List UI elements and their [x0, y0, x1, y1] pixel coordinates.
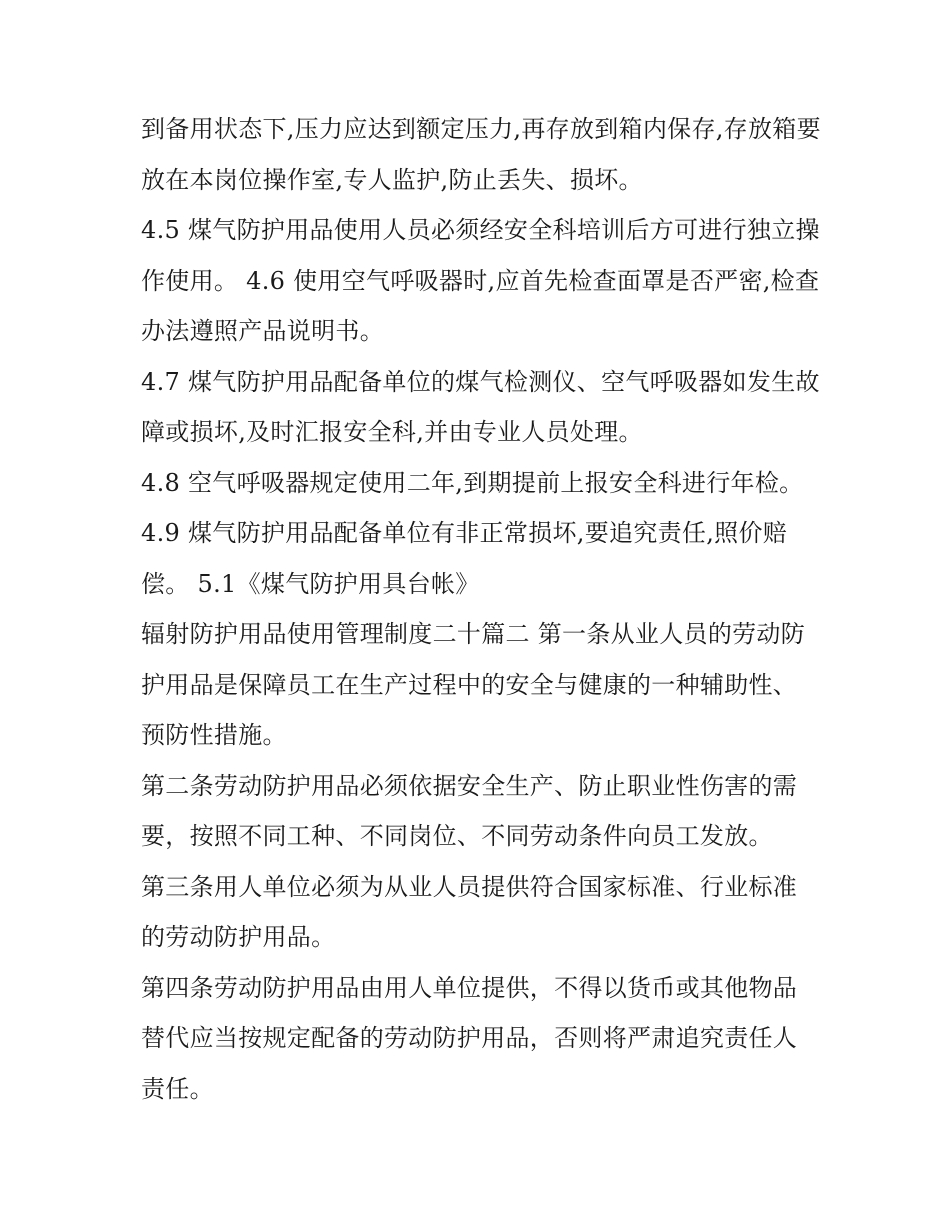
paragraph-continuation: 到备用状态下,压力应达到额定压力,再存放到箱内保存,存放箱要放在本岗位操作室,专人监护,防止丢失、损坏。 [141, 115, 821, 194]
paragraph-article-2: 第二条劳动防护用品必须依据安全生产、防止职业性伤害的需要，按照不同工种、不同岗位、不同劳动条件向员工发放。 [141, 771, 798, 850]
document-body [141, 104, 821, 1114]
paragraph-article-1: 辐射防护用品使用管理制度二十篇二 第一条从业人员的劳动防护用品是保障员工在生产过程中的安全与健康的一种辅助性、预防性措施。 [141, 620, 806, 749]
paragraph-4-8: 4.8 空气呼吸器规定使用二年,到期提前上报安全科进行年检。 [141, 468, 804, 497]
paragraph-article-3: 第三条用人单位必须为从业人员提供符合国家标准、行业标准的劳动防护用品。 [141, 872, 798, 951]
paragraph-4-7: 4.7 煤气防护用品配备单位的煤气检测仪、空气呼吸器如发生故障或损坏,及时汇报安全科,并由专业人员处理。 [141, 367, 820, 446]
paragraph-4-5: 4.5 煤气防护用品使用人员必须经安全科培训后方可进行独立操作使用。 4.6 使用空气呼吸器时,应首先检查面罩是否严密,检查办法遵照产品说明书。 [141, 216, 820, 345]
paragraph-article-4: 第四条劳动防护用品由用人单位提供，不得以货币或其他物品替代应当按规定配备的劳动防护用品，否则将严肃追究责任人责任。 [141, 973, 798, 1103]
paragraph-4-9: 4.9 煤气防护用品配备单位有非正常损坏,要追究责任,照价赔偿。 5.1《煤气防护用具台帐》 [141, 519, 788, 598]
